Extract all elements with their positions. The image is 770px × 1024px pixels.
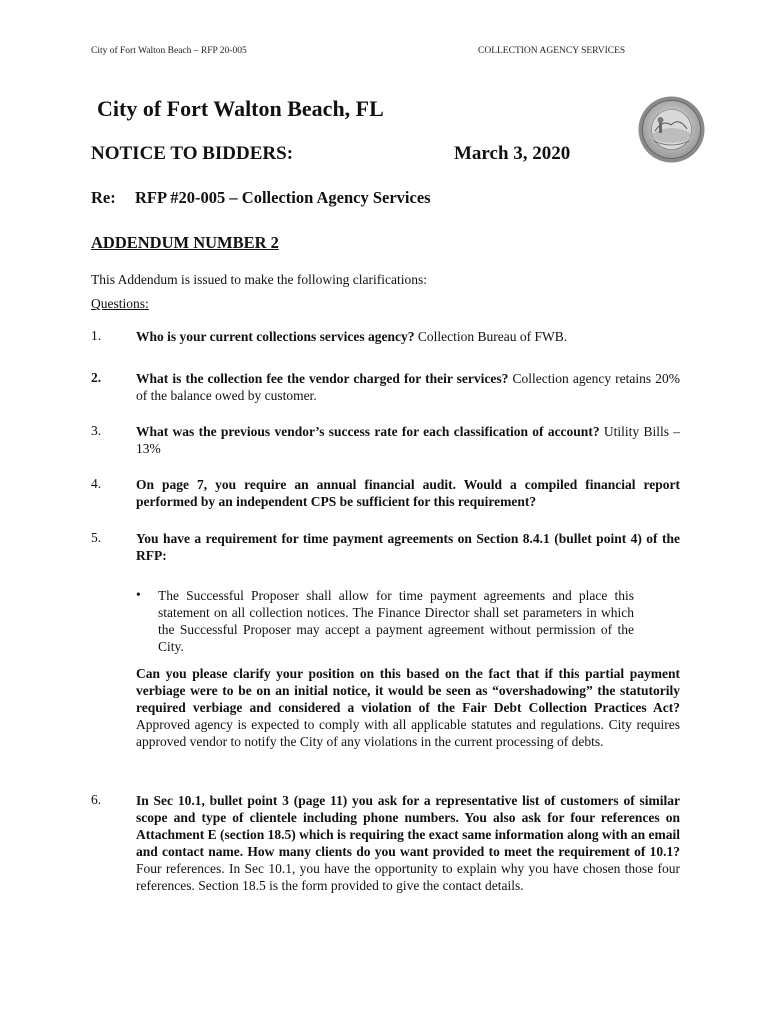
item-number: 4. [91, 476, 102, 491]
intro-text: This Addendum is issued to make the following clarifications: [91, 272, 427, 287]
city-seal-logo [637, 95, 706, 164]
list-item [136, 423, 680, 457]
notice-heading: NOTICE TO BIDDERS: [91, 143, 294, 164]
answer-text: Collection Bureau of FWB. [414, 329, 568, 344]
running-header-right: COLLECTION AGENCY SERVICES [478, 46, 626, 56]
item-number: 2. [91, 370, 102, 385]
quoted-requirement: The Successful Proposer shall allow for time payment agreements and place this statement on all collection notices. The Finance Director shall set parameters in which the Successful Proposer may accept a payment agreement without permission of the City. [158, 588, 634, 654]
answer-text: Collection agency retains 20% of the balance owed by customer. [136, 371, 680, 403]
list-item [136, 328, 680, 345]
question-text: On page 7, you require an annual financial audit. Would a compiled financial report performed by an independent CPS be sufficient for this requirement? [136, 477, 680, 509]
list-item [136, 476, 680, 510]
answer-text: Utility Bills – 13% [136, 424, 681, 456]
list-item [136, 792, 680, 894]
bullet-marker: • [136, 587, 141, 602]
addendum-heading: ADDENDUM NUMBER 2 [91, 233, 279, 252]
question-text: What is the collection fee the vendor charged for their services? [136, 371, 509, 386]
list-item [136, 530, 680, 564]
questions-label: Questions: [91, 296, 149, 311]
re-subject: RFP #20-005 – Collection Agency Services [135, 188, 431, 207]
item-number: 1. [91, 328, 102, 343]
question-text: In Sec 10.1, bullet point 3 (page 11) you ask for a representative list of customers of similar scope and type of clientele including phone numbers. You also ask for four references on Attachment E (section 18.5) which is requiring the exact same information along with an email and contact name. How many clients do you want provided to meet the requirement of 10.1? [136, 793, 680, 859]
question-text: What was the previous vendor’s success rate for each classification of account? [136, 424, 600, 439]
re-label: Re: [91, 188, 116, 207]
running-header-left: City of Fort Walton Beach – RFP 20-005 [91, 46, 247, 56]
item-number: 6. [91, 792, 102, 807]
answer-text: Four references. In Sec 10.1, you have the opportunity to explain why you have chosen those four references. Section 18.5 is the form provided to give the contact details. [136, 861, 680, 893]
page-title: City of Fort Walton Beach, FL [97, 96, 384, 121]
question-text: Can you please clarify your position on this based on the fact that if this partial payment verbiage were to be on an initial notice, it would be seen as “overshadowing” the statutorily required verbiage and considered a violation of the Fair Debt Collection Practices Act? [136, 666, 680, 715]
list-item [136, 370, 680, 404]
answer-text: Approved agency is expected to comply with all applicable statutes and regulations. City requires approved vendor to notify the City of any violations in the current processing of debts. [136, 717, 680, 749]
notice-date: March 3, 2020 [454, 143, 571, 164]
question-text: You have a requirement for time payment agreements on Section 8.4.1 (bullet point 4) of the RFP: [136, 531, 680, 563]
question-text: Who is your current collections services agency? [136, 329, 415, 344]
item-number: 5. [91, 530, 102, 545]
list-item-continuation [136, 665, 680, 750]
item-number: 3. [91, 423, 102, 438]
